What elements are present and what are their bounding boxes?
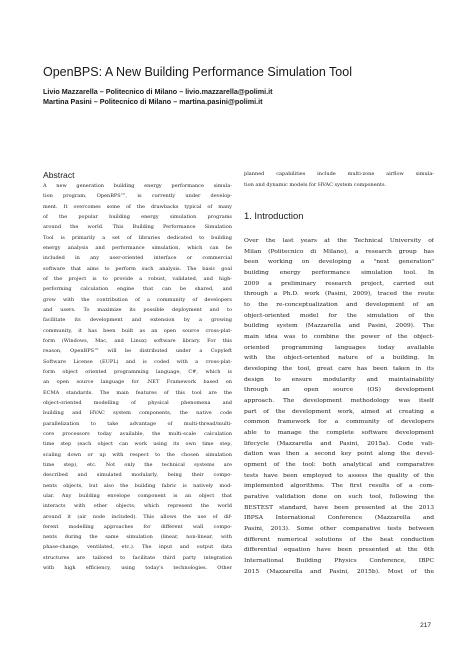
text-line: time step), etc. Not only the technical systems are [43,461,232,468]
text-line: differential equation have been presented at the 6th [244,546,434,554]
text-line: building and HVAC system components, the native code [43,410,232,417]
text-line: ECMA standards. The main features of this tool are the [43,389,232,396]
text-line: through a Ph.D. work (Pasini, 2009), traced the route [244,290,434,298]
text-line: software that aims to perform such analysis. The basic goal [43,265,232,272]
text-line: with the object-oriented nature of a building. In [244,354,434,362]
text-line: implemented algorithms. The first results of a com- [244,482,434,490]
text-line: International Building Physics Conference, IBPC [244,557,434,565]
text-line: different numerical solutions of the heat conduction [244,535,434,543]
text-line: with high efficiency, using today's technologies. Other [43,565,232,572]
text-line: reason, OpenBPS™ will be distributed under a Copyleft [43,348,232,355]
text-line: of the popular building energy simulation programs [43,213,232,220]
text-line: grow with the contribution of a community of developers [43,296,232,303]
text-line: Pasini, 2013). Some other comparative tests between [244,525,434,533]
text-line: ular. Any building envelope component is an object that [43,492,232,499]
page-number: 217 [420,622,431,629]
text-line: building system (Mazzarella and Pasini, 2009). The [244,322,434,330]
text-line: lifecycle (Mazzarella and Pasini, 2015a). Code vali- [244,439,434,447]
text-line: facilitate its development and extension by a growing [43,317,232,324]
text-line: time step (each object can work using its own time step, [43,441,232,448]
author-line-1: Livio Mazzarella – Politecnico di Milano – livio.mazzarella@polimi.it [43,87,273,96]
text-line: tests have been employed to assess the quality of the [244,471,434,479]
text-line: design to ensure modularity and maintainability [244,375,434,383]
text-line: object-oriented model for the simulation of the [244,311,434,319]
text-line: and users. To maximize its possible deployment and to [43,306,232,313]
text-line: Tool is primarily a set of libraries dedicated to building [43,234,232,241]
text-line: 2009 a preliminary research project, carried out [244,279,434,287]
text-line: form (Windows, Mac, and Linux) software library. For this [43,337,232,344]
text-line: form object oriented programming language, C#, which is [43,368,232,375]
text-line: community, it has been built as an open source cross-plat- [43,327,232,334]
text-line: an open source language for .NET Framework based on [43,379,232,386]
text-line: BESTEST standard, have been presented at the 2013 [244,503,434,511]
text-line: scaling down or up with respect to the chosen simulation [43,451,232,458]
text-line: common framework for a community of developers [244,418,434,426]
text-line: able to manage the complete software development [244,429,434,437]
paper-title: OpenBPS: A New Building Performance Simulation Tool [43,65,352,79]
text-line: main idea was to combine the power of the object- [244,333,434,341]
text-line: been working on developing a "next generation" [244,258,434,266]
text-line: oriented programming languages today available [244,343,434,351]
text-line: IBPSA International Conference (Mazzarella and [244,514,434,522]
text-line: core processors today available, the multi-scale calculation [43,430,232,437]
text-line: tion program, OpenBPS™, is currently under develop- [43,193,232,200]
text-line: around the world. This Building Performance Simulation [43,224,232,231]
text-line: of the project is to provide a robust, validated, and high- [43,275,232,282]
introduction-body [244,236,434,578]
text-line: performing calculation engine that can be shared, and [43,286,232,293]
text-line: energy analysis and performance simulation, which can be [43,244,232,251]
introduction-heading: 1. Introduction [244,210,304,221]
text-line: parallelization to take advantage of multi-thread/multi- [43,420,232,427]
text-line: described and simulated modularly, being their compo- [43,472,232,479]
text-line: phase-change, ventilated, etc.). The input and output data [43,544,232,551]
abstract-body [43,181,232,573]
abstract-heading: Abstract [43,170,75,180]
text-line: ferent modelling approaches for different wall compo- [43,523,232,530]
text-line: tion and dynamic models for HVAC system components. [244,181,387,188]
text-line: Over the last years at the Technical University of [244,237,434,244]
text-line: to the re-conceptualization and development of an [244,301,434,309]
text-line: part of the development work, aimed at creating a [244,407,434,415]
text-line: interacts with other objects, which represent the world [43,503,232,510]
text-line: around it (air node included). This allows the use of dif- [43,513,232,520]
text-line: parative validation done on such tool, following the [244,493,434,501]
text-line: developing the tool, great care has been taken in its [244,365,434,373]
text-line: A new generation building energy performance simula- [43,183,232,189]
text-line: approach. The development methodology was itself [244,397,434,405]
text-line: planned capabilities include multi-zone airflow simula- [244,171,434,177]
text-line: nents during the same simulation (linear, non-linear, with [43,534,232,541]
text-line: through an open source (OS) development [244,386,434,394]
text-line: building energy performance simulation tool. In [244,269,434,277]
abstract-continuation [244,169,434,190]
text-line: Software License (EUPL) and is coded with a cross-plat- [43,358,232,365]
text-line: dation was then a second key point along the devel- [244,450,434,458]
text-line: Milan (Politecnico di Milano), a research group has [244,247,434,255]
text-line: 2015 (Mazzarella and Pasini, 2015b). Most of the [244,567,434,575]
text-line: ment. It overcomes some of the drawbacks typical of many [43,203,232,210]
text-line: included in any user-oriented interface or commercial [43,255,232,262]
text-line: nents objects, but also the building fabric is natively mod- [43,482,232,489]
text-line: object-oriented modelling of physical phenomena and [43,399,232,406]
text-line: opment of the tool: both analytical and comparative [244,461,434,469]
text-line: structures are tailored to facilitate third party integration [43,554,232,561]
author-line-2: Martina Pasini – Politecnico di Milano – martina.pasini@polimi.it [43,97,263,106]
